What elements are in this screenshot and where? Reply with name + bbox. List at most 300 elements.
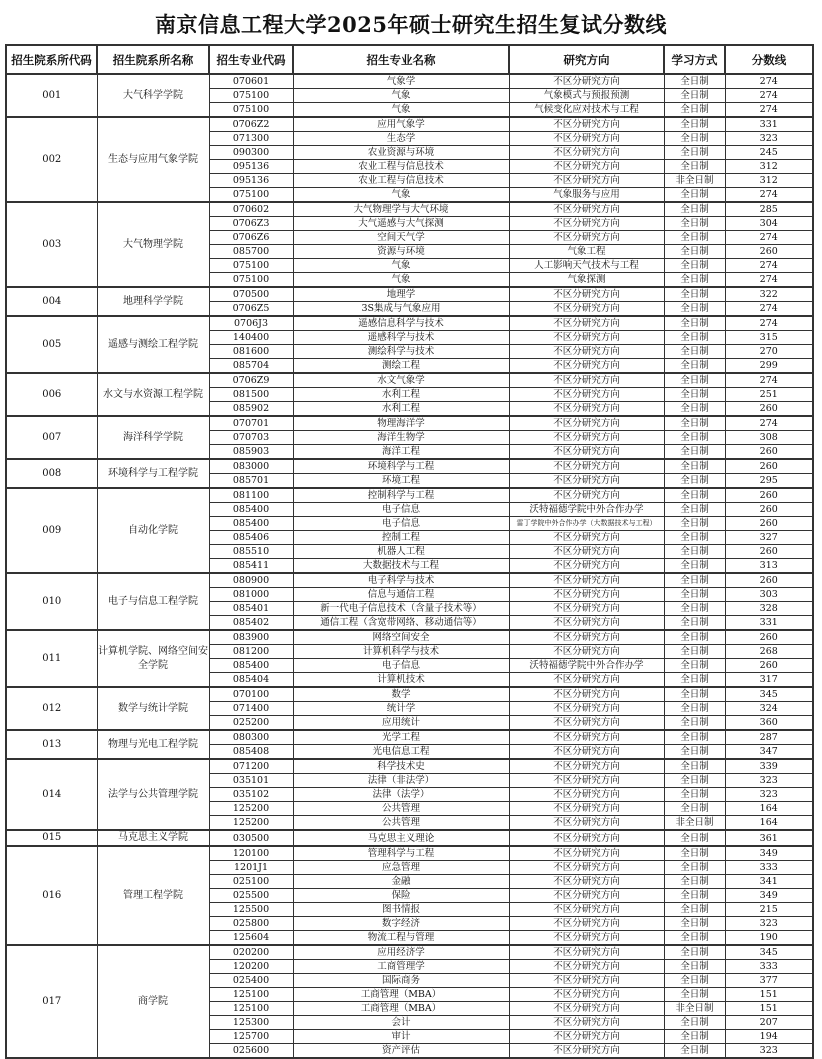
- major-code-cell: 0706J3: [209, 316, 293, 331]
- study-mode-cell: 全日制: [664, 702, 725, 716]
- score-line-cell: 331: [725, 616, 813, 631]
- score-line-cell: 304: [725, 217, 813, 231]
- study-mode-cell: 全日制: [664, 488, 725, 503]
- major-code-cell: 1201J1: [209, 861, 293, 875]
- study-mode-cell: 全日制: [664, 1044, 725, 1059]
- research-direction-cell: 不区分研究方向: [509, 559, 664, 574]
- score-line-cell: 260: [725, 545, 813, 559]
- major-code-cell: 071400: [209, 702, 293, 716]
- research-direction-cell: 不区分研究方向: [509, 431, 664, 445]
- major-code-cell: 075100: [209, 103, 293, 118]
- score-line-cell: 151: [725, 1002, 813, 1016]
- major-name-cell: 计算机科学与技术: [293, 645, 509, 659]
- score-line-cell: 194: [725, 1030, 813, 1044]
- study-mode-cell: 全日制: [664, 188, 725, 203]
- major-name-cell: 图书情报: [293, 903, 509, 917]
- score-line-cell: 260: [725, 573, 813, 588]
- study-mode-cell: 全日制: [664, 402, 725, 417]
- major-code-cell: 085701: [209, 474, 293, 489]
- major-code-cell: 070602: [209, 202, 293, 217]
- score-line-cell: 333: [725, 960, 813, 974]
- research-direction-cell: 不区分研究方向: [509, 745, 664, 760]
- research-direction-cell: 不区分研究方向: [509, 132, 664, 146]
- research-direction-cell: 气象服务与应用: [509, 188, 664, 203]
- research-direction-cell: 不区分研究方向: [509, 373, 664, 388]
- major-name-cell: 应用气象学: [293, 117, 509, 132]
- dept-name-cell: 数学与统计学院: [97, 687, 209, 730]
- research-direction-cell: 不区分研究方向: [509, 316, 664, 331]
- major-code-cell: 085400: [209, 517, 293, 531]
- score-line-cell: 274: [725, 231, 813, 245]
- major-name-cell: 控制工程: [293, 531, 509, 545]
- header-study-mode: 学习方式: [664, 45, 725, 74]
- study-mode-cell: 全日制: [664, 1016, 725, 1030]
- table-row: [6, 945, 813, 960]
- major-code-cell: 075100: [209, 259, 293, 273]
- study-mode-cell: 全日制: [664, 974, 725, 988]
- dept-code-cell: 015: [6, 830, 97, 846]
- score-line-cell: 315: [725, 331, 813, 345]
- research-direction-cell: 不区分研究方向: [509, 974, 664, 988]
- study-mode-cell: 全日制: [664, 146, 725, 160]
- table-row: [6, 287, 813, 302]
- table-row: [6, 74, 813, 89]
- study-mode-cell: 全日制: [664, 89, 725, 103]
- study-mode-cell: 全日制: [664, 245, 725, 259]
- study-mode-cell: 全日制: [664, 302, 725, 317]
- research-direction-cell: 不区分研究方向: [509, 702, 664, 716]
- research-direction-cell: 不区分研究方向: [509, 945, 664, 960]
- dept-code-cell: 010: [6, 573, 97, 630]
- major-code-cell: 070701: [209, 416, 293, 431]
- study-mode-cell: 全日制: [664, 861, 725, 875]
- research-direction-cell: 不区分研究方向: [509, 231, 664, 245]
- major-code-cell: 025500: [209, 889, 293, 903]
- major-code-cell: 0706Z9: [209, 373, 293, 388]
- study-mode-cell: 全日制: [664, 759, 725, 774]
- major-code-cell: 081100: [209, 488, 293, 503]
- score-line-cell: 164: [725, 816, 813, 831]
- score-line-cell: 331: [725, 117, 813, 132]
- research-direction-cell: 不区分研究方向: [509, 217, 664, 231]
- research-direction-cell: 不区分研究方向: [509, 830, 664, 846]
- score-line-cell: 260: [725, 402, 813, 417]
- header-dept-code: 招生院系所代码: [6, 45, 97, 74]
- study-mode-cell: 全日制: [664, 217, 725, 231]
- study-mode-cell: 全日制: [664, 988, 725, 1002]
- major-code-cell: 125700: [209, 1030, 293, 1044]
- major-name-cell: 机器人工程: [293, 545, 509, 559]
- major-code-cell: 085404: [209, 673, 293, 688]
- research-direction-cell: 不区分研究方向: [509, 903, 664, 917]
- research-direction-cell: 不区分研究方向: [509, 630, 664, 645]
- score-line-cell: 274: [725, 373, 813, 388]
- study-mode-cell: 全日制: [664, 388, 725, 402]
- study-mode-cell: 全日制: [664, 687, 725, 702]
- major-name-cell: 电子信息: [293, 517, 509, 531]
- study-mode-cell: 全日制: [664, 1030, 725, 1044]
- major-code-cell: 070601: [209, 74, 293, 89]
- major-name-cell: 气象: [293, 89, 509, 103]
- dept-code-cell: 006: [6, 373, 97, 416]
- score-line-cell: 190: [725, 931, 813, 946]
- dept-name-cell: 物理与光电工程学院: [97, 730, 209, 759]
- study-mode-cell: 全日制: [664, 373, 725, 388]
- score-line-cell: 377: [725, 974, 813, 988]
- research-direction-cell: 不区分研究方向: [509, 287, 664, 302]
- major-code-cell: 120100: [209, 846, 293, 861]
- major-code-cell: 070703: [209, 431, 293, 445]
- major-name-cell: 农业工程与信息技术: [293, 174, 509, 188]
- major-name-cell: 气象: [293, 188, 509, 203]
- major-code-cell: 080300: [209, 730, 293, 745]
- major-name-cell: 测绘科学与技术: [293, 345, 509, 359]
- dept-code-cell: 009: [6, 488, 97, 573]
- score-line-cell: 349: [725, 846, 813, 861]
- research-direction-cell: 不区分研究方向: [509, 802, 664, 816]
- major-name-cell: 气象: [293, 103, 509, 118]
- table-row: [6, 202, 813, 217]
- score-line-cell: 260: [725, 517, 813, 531]
- dept-name-cell: 大气物理学院: [97, 202, 209, 287]
- dept-code-cell: 007: [6, 416, 97, 459]
- major-name-cell: 金融: [293, 875, 509, 889]
- study-mode-cell: 全日制: [664, 630, 725, 645]
- score-line-cell: 287: [725, 730, 813, 745]
- major-name-cell: 电子信息: [293, 659, 509, 673]
- research-direction-cell: 不区分研究方向: [509, 146, 664, 160]
- major-name-cell: 新一代电子信息技术（含量子技术等）: [293, 602, 509, 616]
- major-code-cell: 0706Z6: [209, 231, 293, 245]
- major-code-cell: 095136: [209, 160, 293, 174]
- research-direction-cell: 沃特福德学院中外合作办学: [509, 659, 664, 673]
- research-direction-cell: 不区分研究方向: [509, 117, 664, 132]
- major-name-cell: 会计: [293, 1016, 509, 1030]
- score-line-cell: 312: [725, 174, 813, 188]
- major-name-cell: 地理学: [293, 287, 509, 302]
- study-mode-cell: 全日制: [664, 846, 725, 861]
- dept-name-cell: 遥感与测绘工程学院: [97, 316, 209, 373]
- major-code-cell: 0706Z2: [209, 117, 293, 132]
- major-code-cell: 125500: [209, 903, 293, 917]
- study-mode-cell: 全日制: [664, 202, 725, 217]
- study-mode-cell: 全日制: [664, 474, 725, 489]
- major-name-cell: 物理海洋学: [293, 416, 509, 431]
- major-name-cell: 遥感科学与技术: [293, 331, 509, 345]
- score-line-cell: 260: [725, 503, 813, 517]
- dept-name-cell: 地理科学学院: [97, 287, 209, 316]
- study-mode-cell: 全日制: [664, 716, 725, 731]
- research-direction-cell: 不区分研究方向: [509, 616, 664, 631]
- study-mode-cell: 全日制: [664, 659, 725, 673]
- study-mode-cell: 全日制: [664, 287, 725, 302]
- score-line-cell: 313: [725, 559, 813, 574]
- study-mode-cell: 全日制: [664, 231, 725, 245]
- score-line-cell: 268: [725, 645, 813, 659]
- major-code-cell: 081600: [209, 345, 293, 359]
- major-name-cell: 遥感信息科学与技术: [293, 316, 509, 331]
- study-mode-cell: 全日制: [664, 960, 725, 974]
- dept-code-cell: 011: [6, 630, 97, 687]
- major-name-cell: 统计学: [293, 702, 509, 716]
- score-line-cell: 274: [725, 103, 813, 118]
- major-name-cell: 光学工程: [293, 730, 509, 745]
- major-name-cell: 空间天气学: [293, 231, 509, 245]
- major-name-cell: 应用经济学: [293, 945, 509, 960]
- major-code-cell: 0706Z5: [209, 302, 293, 317]
- study-mode-cell: 全日制: [664, 459, 725, 474]
- research-direction-cell: 沃特福德学院中外合作办学: [509, 503, 664, 517]
- research-direction-cell: 不区分研究方向: [509, 302, 664, 317]
- score-line-cell: 270: [725, 345, 813, 359]
- table-row: [6, 846, 813, 861]
- major-name-cell: 气象: [293, 273, 509, 288]
- major-code-cell: 081500: [209, 388, 293, 402]
- score-line-cell: 328: [725, 602, 813, 616]
- research-direction-cell: 不区分研究方向: [509, 202, 664, 217]
- research-direction-cell: 不区分研究方向: [509, 174, 664, 188]
- research-direction-cell: 不区分研究方向: [509, 573, 664, 588]
- major-code-cell: 085704: [209, 359, 293, 374]
- research-direction-cell: 不区分研究方向: [509, 459, 664, 474]
- study-mode-cell: 全日制: [664, 602, 725, 616]
- study-mode-cell: 非全日制: [664, 816, 725, 831]
- score-line-cell: 260: [725, 245, 813, 259]
- research-direction-cell: 不区分研究方向: [509, 875, 664, 889]
- score-line-cell: 323: [725, 788, 813, 802]
- study-mode-cell: 全日制: [664, 889, 725, 903]
- header-major-code: 招生专业代码: [209, 45, 293, 74]
- research-direction-cell: 气象模式与预报预测: [509, 89, 664, 103]
- study-mode-cell: 全日制: [664, 573, 725, 588]
- dept-code-cell: 002: [6, 117, 97, 202]
- score-line-cell: 274: [725, 316, 813, 331]
- major-code-cell: 125604: [209, 931, 293, 946]
- score-line-cell: 260: [725, 488, 813, 503]
- dept-code-cell: 014: [6, 759, 97, 830]
- major-code-cell: 025600: [209, 1044, 293, 1059]
- score-line-cell: 323: [725, 1044, 813, 1059]
- table-row: [6, 373, 813, 388]
- dept-code-cell: 013: [6, 730, 97, 759]
- score-line-cell: 260: [725, 459, 813, 474]
- major-name-cell: 法律（非法学）: [293, 774, 509, 788]
- major-code-cell: 080900: [209, 573, 293, 588]
- research-direction-cell: 不区分研究方向: [509, 889, 664, 903]
- dept-name-cell: 马克思主义学院: [97, 830, 209, 846]
- study-mode-cell: 全日制: [664, 517, 725, 531]
- major-code-cell: 085408: [209, 745, 293, 760]
- research-direction-cell: 不区分研究方向: [509, 1002, 664, 1016]
- score-table: [5, 44, 814, 1059]
- header-score-line: 分数线: [725, 45, 813, 74]
- score-line-cell: 274: [725, 188, 813, 203]
- dept-code-cell: 017: [6, 945, 97, 1058]
- study-mode-cell: 全日制: [664, 917, 725, 931]
- score-line-cell: 295: [725, 474, 813, 489]
- major-name-cell: 环境科学与工程: [293, 459, 509, 474]
- study-mode-cell: 全日制: [664, 160, 725, 174]
- major-name-cell: 生态学: [293, 132, 509, 146]
- score-line-cell: 274: [725, 273, 813, 288]
- header-research-direction: 研究方向: [509, 45, 664, 74]
- major-name-cell: 法律（法学）: [293, 788, 509, 802]
- major-name-cell: 保险: [293, 889, 509, 903]
- major-code-cell: 120200: [209, 960, 293, 974]
- score-line-cell: 339: [725, 759, 813, 774]
- score-line-cell: 260: [725, 445, 813, 460]
- major-name-cell: 数学: [293, 687, 509, 702]
- score-line-cell: 345: [725, 945, 813, 960]
- research-direction-cell: 不区分研究方向: [509, 545, 664, 559]
- score-line-cell: 260: [725, 659, 813, 673]
- major-name-cell: 国际商务: [293, 974, 509, 988]
- score-line-cell: 323: [725, 132, 813, 146]
- major-name-cell: 电子信息: [293, 503, 509, 517]
- study-mode-cell: 全日制: [664, 316, 725, 331]
- major-name-cell: 光电信息工程: [293, 745, 509, 760]
- major-name-cell: 计算机技术: [293, 673, 509, 688]
- score-line-cell: 360: [725, 716, 813, 731]
- dept-code-cell: 003: [6, 202, 97, 287]
- table-row: [6, 573, 813, 588]
- major-name-cell: 农业资源与环境: [293, 146, 509, 160]
- score-line-cell: 285: [725, 202, 813, 217]
- research-direction-cell: 不区分研究方向: [509, 602, 664, 616]
- research-direction-cell: 不区分研究方向: [509, 588, 664, 602]
- study-mode-cell: 全日制: [664, 503, 725, 517]
- study-mode-cell: 全日制: [664, 103, 725, 118]
- research-direction-cell: 不区分研究方向: [509, 988, 664, 1002]
- research-direction-cell: 不区分研究方向: [509, 759, 664, 774]
- major-code-cell: 125200: [209, 816, 293, 831]
- header-dept-name: 招生院系所名称: [97, 45, 209, 74]
- dept-name-cell: 商学院: [97, 945, 209, 1058]
- study-mode-cell: 全日制: [664, 931, 725, 946]
- study-mode-cell: 全日制: [664, 273, 725, 288]
- major-code-cell: 125200: [209, 802, 293, 816]
- major-code-cell: 071200: [209, 759, 293, 774]
- major-code-cell: 025100: [209, 875, 293, 889]
- dept-name-cell: 自动化学院: [97, 488, 209, 573]
- major-name-cell: 网络空间安全: [293, 630, 509, 645]
- major-code-cell: 083900: [209, 630, 293, 645]
- major-name-cell: 数字经济: [293, 917, 509, 931]
- research-direction-cell: 气象工程: [509, 245, 664, 259]
- table-row: [6, 830, 813, 846]
- major-name-cell: 公共管理: [293, 816, 509, 831]
- score-line-cell: 274: [725, 259, 813, 273]
- table-row: [6, 117, 813, 132]
- research-direction-cell: 不区分研究方向: [509, 816, 664, 831]
- score-line-cell: 312: [725, 160, 813, 174]
- dept-code-cell: 008: [6, 459, 97, 488]
- research-direction-cell: 不区分研究方向: [509, 345, 664, 359]
- study-mode-cell: 全日制: [664, 745, 725, 760]
- major-code-cell: 0706Z3: [209, 217, 293, 231]
- major-code-cell: 085402: [209, 616, 293, 631]
- study-mode-cell: 全日制: [664, 774, 725, 788]
- dept-code-cell: 016: [6, 846, 97, 945]
- research-direction-cell: 不区分研究方向: [509, 488, 664, 503]
- major-name-cell: 3S集成与气象应用: [293, 302, 509, 317]
- major-name-cell: 测绘工程: [293, 359, 509, 374]
- major-code-cell: 125100: [209, 988, 293, 1002]
- score-line-cell: 361: [725, 830, 813, 846]
- dept-name-cell: 电子与信息工程学院: [97, 573, 209, 630]
- table-body: [6, 74, 813, 1058]
- study-mode-cell: 全日制: [664, 802, 725, 816]
- research-direction-cell: 不区分研究方向: [509, 673, 664, 688]
- major-code-cell: 030500: [209, 830, 293, 846]
- study-mode-cell: 全日制: [664, 531, 725, 545]
- research-direction-cell: 不区分研究方向: [509, 716, 664, 731]
- research-direction-cell: 不区分研究方向: [509, 445, 664, 460]
- major-name-cell: 通信工程（含宽带网络、移动通信等）: [293, 616, 509, 631]
- research-direction-cell: 不区分研究方向: [509, 474, 664, 489]
- major-name-cell: 马克思主义理论: [293, 830, 509, 846]
- major-code-cell: 085406: [209, 531, 293, 545]
- dept-code-cell: 012: [6, 687, 97, 730]
- score-line-cell: 345: [725, 687, 813, 702]
- table-row: [6, 759, 813, 774]
- major-name-cell: 管理科学与工程: [293, 846, 509, 861]
- table-row: [6, 488, 813, 503]
- study-mode-cell: 全日制: [664, 730, 725, 745]
- score-line-cell: 251: [725, 388, 813, 402]
- header-major-name: 招生专业名称: [293, 45, 509, 74]
- table-row: [6, 416, 813, 431]
- major-code-cell: 083000: [209, 459, 293, 474]
- study-mode-cell: 非全日制: [664, 174, 725, 188]
- major-name-cell: 信息与通信工程: [293, 588, 509, 602]
- major-name-cell: 应急管理: [293, 861, 509, 875]
- study-mode-cell: 全日制: [664, 431, 725, 445]
- major-code-cell: 090300: [209, 146, 293, 160]
- major-name-cell: 工商管理学: [293, 960, 509, 974]
- score-line-cell: 164: [725, 802, 813, 816]
- major-name-cell: 公共管理: [293, 802, 509, 816]
- score-line-cell: 317: [725, 673, 813, 688]
- score-line-cell: 341: [725, 875, 813, 889]
- score-line-cell: 274: [725, 74, 813, 89]
- major-code-cell: 035101: [209, 774, 293, 788]
- major-name-cell: 大气物理学与大气环境: [293, 202, 509, 217]
- study-mode-cell: 全日制: [664, 359, 725, 374]
- dept-name-cell: 计算机学院、网络空间安全学院: [97, 630, 209, 687]
- major-code-cell: 071300: [209, 132, 293, 146]
- study-mode-cell: 全日制: [664, 645, 725, 659]
- research-direction-cell: 不区分研究方向: [509, 931, 664, 946]
- study-mode-cell: 全日制: [664, 259, 725, 273]
- table-row: [6, 316, 813, 331]
- major-code-cell: 095136: [209, 174, 293, 188]
- major-code-cell: 025400: [209, 974, 293, 988]
- major-code-cell: 025800: [209, 917, 293, 931]
- page-title: 南京信息工程大学2025年硕士研究生招生复试分数线: [155, 12, 667, 37]
- dept-name-cell: 水文与水资源工程学院: [97, 373, 209, 416]
- dept-code-cell: 001: [6, 74, 97, 117]
- research-direction-cell: 不区分研究方向: [509, 687, 664, 702]
- major-name-cell: 气象: [293, 259, 509, 273]
- major-code-cell: 075100: [209, 89, 293, 103]
- score-line-cell: 308: [725, 431, 813, 445]
- research-direction-cell: 不区分研究方向: [509, 846, 664, 861]
- study-mode-cell: 全日制: [664, 331, 725, 345]
- major-code-cell: 125100: [209, 1002, 293, 1016]
- research-direction-cell: 不区分研究方向: [509, 730, 664, 745]
- study-mode-cell: 全日制: [664, 945, 725, 960]
